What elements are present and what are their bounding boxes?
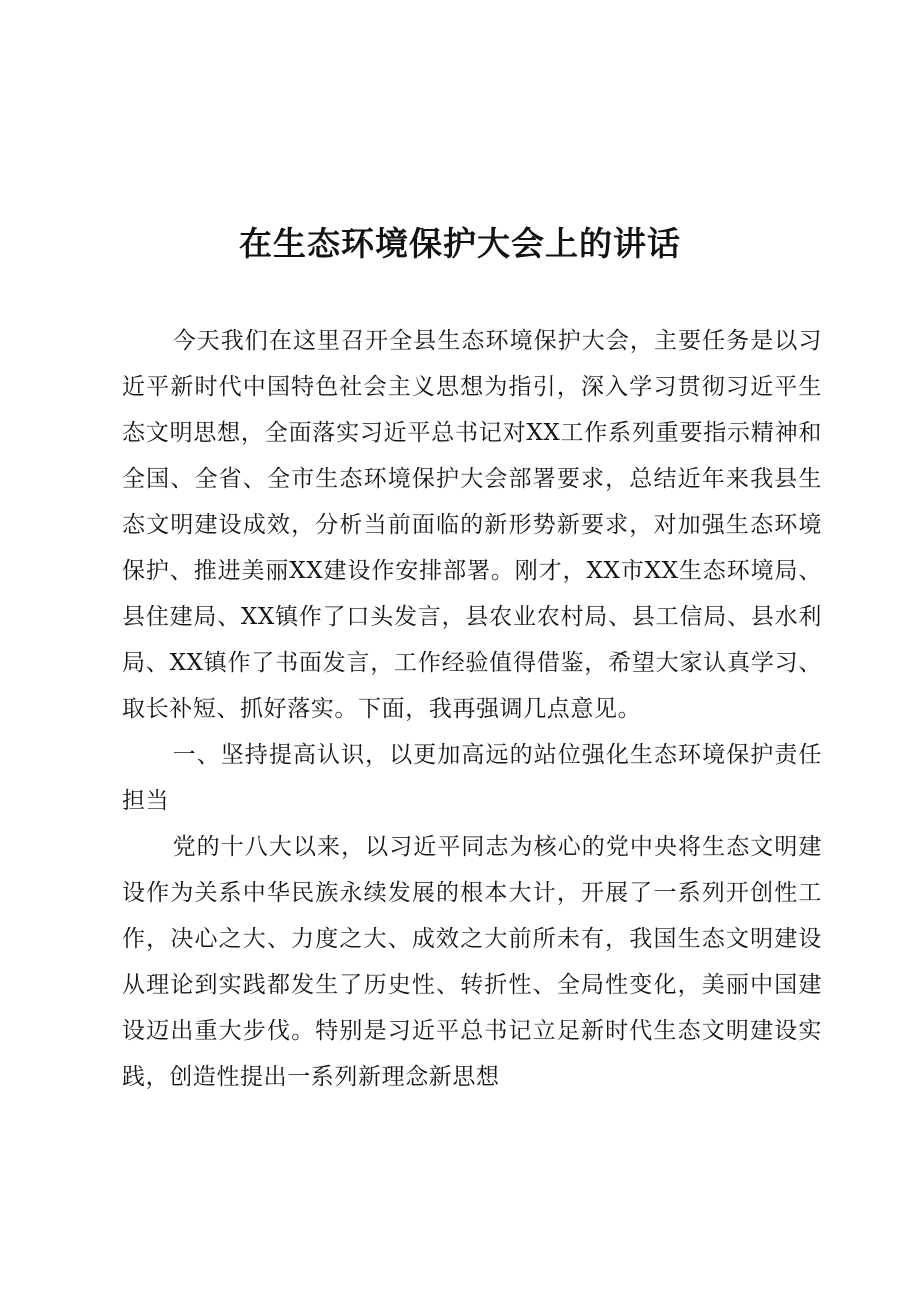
document-body [122, 318, 822, 1100]
paragraph-section-1: 党的十八大以来，以习近平同志为核心的党中央将生态文明建设作为关系中华民族永续发展的根本大计，开展了一系列开创性工作，决心之大、力度之大、成效之大前所未有，我国生态文明建设从理论到实践都发生了历史性、转折性、全局性变化，美丽中国建设迈出重大步伐。特别是习近平总书记立足新时代生态文明建设实践，创造性提出一系列新理念新思想 [122, 834, 822, 1090]
paragraph-opening: 今天我们在这里召开全县生态环境保护大会，主要任务是以习近平新时代中国特色社会主义思想为指引，深入学习贯彻习近平生态文明思想，全面落实习近平总书记对XX工作系列重要指示精神和全国、全省、全市生态环境保护大会部署要求，总结近年来我县生态文明建设成效，分析当前面临的新形势新要求，对加强生态环境保护、推进美丽XX建设作安排部署。刚才，XX市XX生态环境局、县住建局、XX镇作了口头发言，县农业农村局、县工信局、县水利局、XX镇作了书面发言，工作经验值得借鉴，希望大家认真学习、取长补短、抓好落实。下面，我再强调几点意见。 [122, 328, 822, 722]
document-title: 在生态环境保护大会上的讲话 [239, 224, 681, 263]
section-heading-1: 一、坚持提高认识，以更加高远的站位强化生态环境保护责任担当 [122, 742, 822, 814]
